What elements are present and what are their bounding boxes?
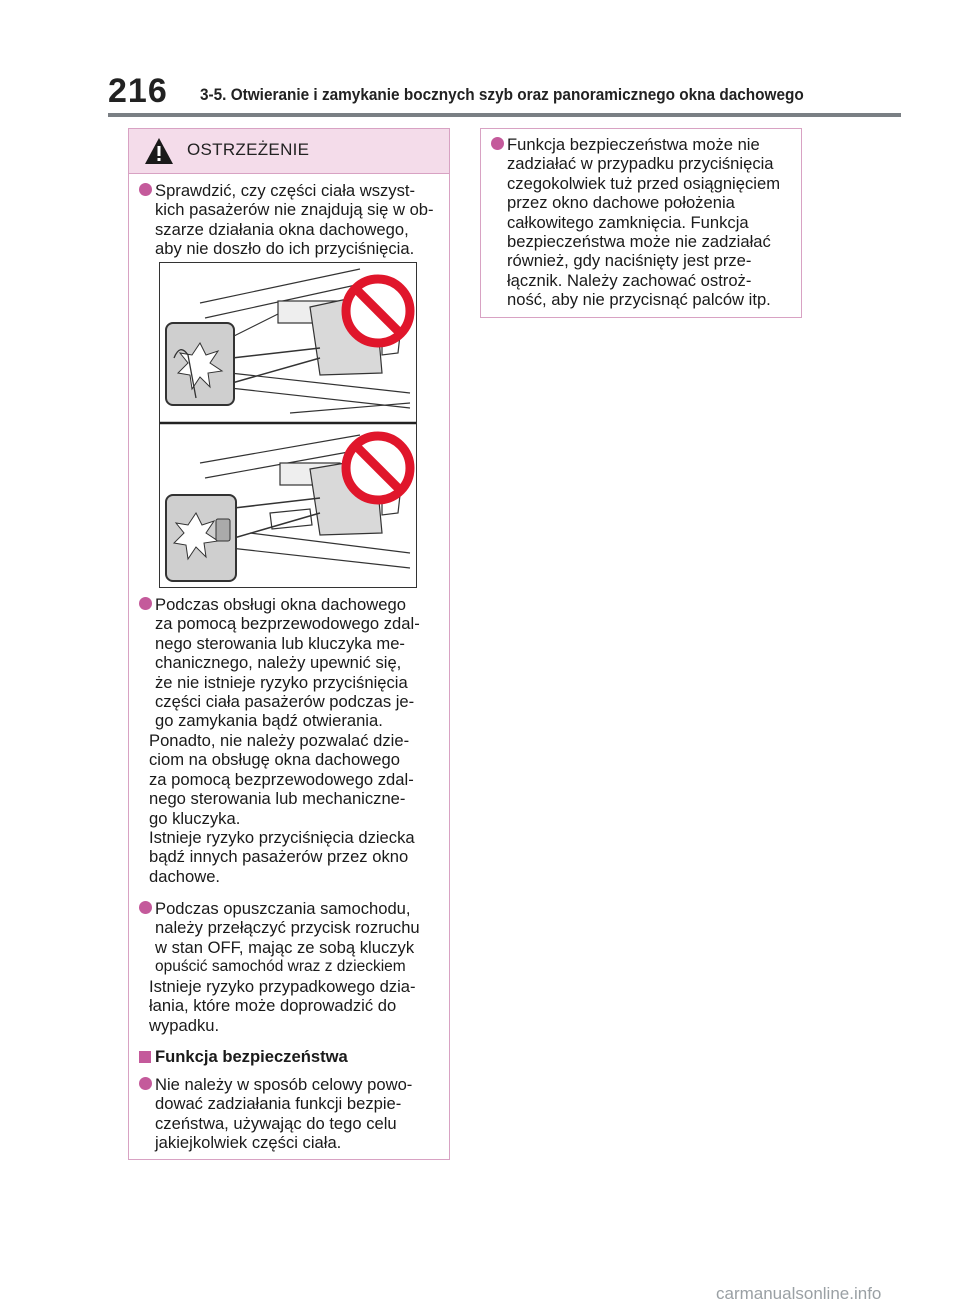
text-line: Podczas obsługi okna dachowego: [155, 595, 406, 614]
warning-box: [128, 128, 450, 1160]
warning-item-3: [139, 899, 445, 977]
page-header: [0, 0, 960, 118]
bullet-icon: [139, 597, 152, 610]
text-line: należy przełączyć przycisk rozruchu: [155, 918, 420, 938]
text-line: że nie istnieje ryzyko przyciśnięcia: [155, 672, 408, 692]
illustration-drawing: [160, 263, 416, 587]
text-line: Sprawdzić, czy części ciała wszyst-: [155, 181, 416, 200]
text-line: Podczas opuszczania samochodu,: [155, 899, 411, 918]
text-line: bądź innych pasażerów przez okno: [149, 847, 409, 867]
text-line: przez okno dachowe położenia: [507, 193, 735, 213]
text-line: ciom na obsługę okna dachowego: [149, 750, 400, 770]
text-line: dować zadziałania funkcji bezpie-: [155, 1094, 402, 1114]
section-heading-text: Funkcja bezpieczeństwa: [155, 1047, 348, 1066]
sunroof-pinch-illustration: [159, 262, 417, 588]
text-line: łania, które może doprowadzić do: [149, 996, 397, 1016]
warning-title: OSTRZEŻENIE: [187, 140, 310, 159]
text-line: kich pasażerów nie znajdują się w ob-: [155, 200, 434, 220]
text-line: za pomocą bezprzewodowego zdal-: [149, 769, 414, 789]
text-line: dachowe.: [149, 866, 221, 886]
header-rule: [108, 113, 901, 117]
text-line: go kluczyka.: [149, 808, 241, 828]
text-line: ność, aby nie przycisnąć palców itp.: [507, 290, 771, 310]
text-line: aby nie doszło do ich przyciśnięcia.: [155, 239, 415, 259]
text-line: nego sterowania lub kluczyka me-: [155, 633, 405, 653]
watermark: carmanualsonline.info: [716, 1284, 882, 1303]
bullet-icon: [491, 137, 504, 150]
bullet-icon: [139, 183, 152, 196]
chapter-title: 3-5. Otwieranie i zamykanie bocznych szyb oraz panoramicznego okna dachowego: [200, 86, 804, 104]
warning-item-3-note: [149, 977, 449, 1035]
text-line: zadziałać w przypadku przyciśnięcia: [507, 154, 774, 174]
prohibition-icon: [346, 436, 410, 500]
text-line: w stan OFF, mając ze sobą kluczyk: [155, 937, 415, 957]
text-line: opuścić samochód wraz z dzieckiem: [155, 958, 406, 976]
text-line: nego sterowania lub mechaniczne-: [149, 789, 406, 809]
text-line: jakiejkolwiek części ciała.: [155, 1133, 342, 1153]
section-heading: [139, 1047, 348, 1067]
text-line: szarze działania okna dachowego,: [155, 219, 409, 239]
text-line: go zamykania bądź otwierania.: [155, 711, 383, 731]
text-line: czeństwa, używając do tego celu: [155, 1113, 397, 1133]
text-line: czegokolwiek tuż przed osiągnięciem: [507, 173, 781, 193]
warning-item-2-note: [149, 731, 449, 886]
text-line: Istnieje ryzyko przyciśnięcia dziecka: [149, 828, 415, 848]
note-item-1: [491, 135, 797, 310]
page-number: 216: [108, 72, 168, 110]
text-line: Nie należy w sposób celowy powo-: [155, 1075, 413, 1094]
text-line: Ponadto, nie należy pozwalać dzie-: [149, 731, 410, 750]
warning-triangle-icon: [144, 137, 174, 165]
text-line: łącznik. Należy zachować ostroż-: [507, 270, 752, 290]
text-line: Istnieje ryzyko przypadkowego dzia-: [149, 977, 416, 996]
prohibition-icon: [346, 279, 410, 343]
bullet-icon: [139, 1077, 152, 1090]
text-line: bezpieczeństwa może nie zadziałać: [507, 232, 771, 252]
warning-item-4: [139, 1075, 445, 1153]
warning-header: [129, 129, 449, 174]
text-line: wypadku.: [149, 1015, 220, 1035]
warning-item-1: [139, 181, 445, 259]
square-bullet-icon: [139, 1051, 151, 1063]
text-line: również, gdy naciśnięty jest prze-: [507, 251, 752, 271]
bullet-icon: [139, 901, 152, 914]
text-line: części ciała pasażerów podczas je-: [155, 692, 415, 712]
text-line: całkowitego zamknięcia. Funkcja: [507, 212, 749, 232]
text-line: Funkcja bezpieczeństwa może nie: [507, 135, 760, 154]
text-line: chanicznego, należy upewnić się,: [155, 653, 402, 673]
safety-function-note-box: [480, 128, 802, 318]
warning-item-2: [139, 595, 445, 731]
text-line: za pomocą bezprzewodowego zdal-: [155, 614, 420, 634]
